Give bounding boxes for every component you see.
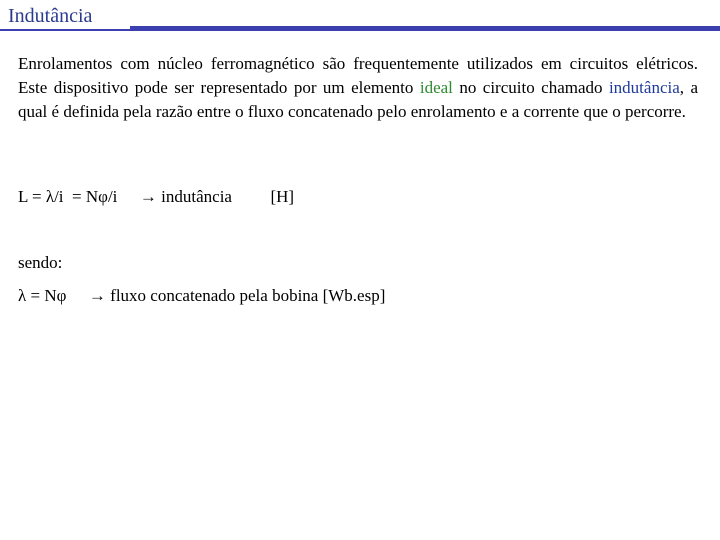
paragraph-text-2: no circuito chamado [452,78,609,97]
paragraph-text-3: , a qual é definida pela razão entre o fluxo concatenado pelo enrolamento e a corrente que o percorre. [18,78,699,121]
equation-formula: L = λ/i = Nφ/i [18,187,118,206]
flux-definition [18,285,385,307]
inductance-equation [18,186,294,208]
title-bar [130,26,720,31]
equation-description: indutância [161,187,232,206]
arrow-icon: → [88,286,106,305]
arrow-icon: → [139,187,157,206]
intro-paragraph [18,52,698,124]
slide-title: Indutância [8,5,93,27]
sendo-label: sendo: [18,253,63,272]
definition-description: fluxo concatenado pela bobina [Wb.esp] [110,286,386,305]
definition-formula: λ = Nφ [18,286,67,305]
ideal-highlight: ideal [419,78,453,97]
equation-unit: [H] [270,187,295,206]
indutancia-highlight: indutância [608,78,680,97]
paragraph-text-1: Enrolamentos com núcleo ferromagnético são frequentemente utilizados em circuitos elétricos. Este dispositivo pode ser representado por um elemento [18,54,698,97]
